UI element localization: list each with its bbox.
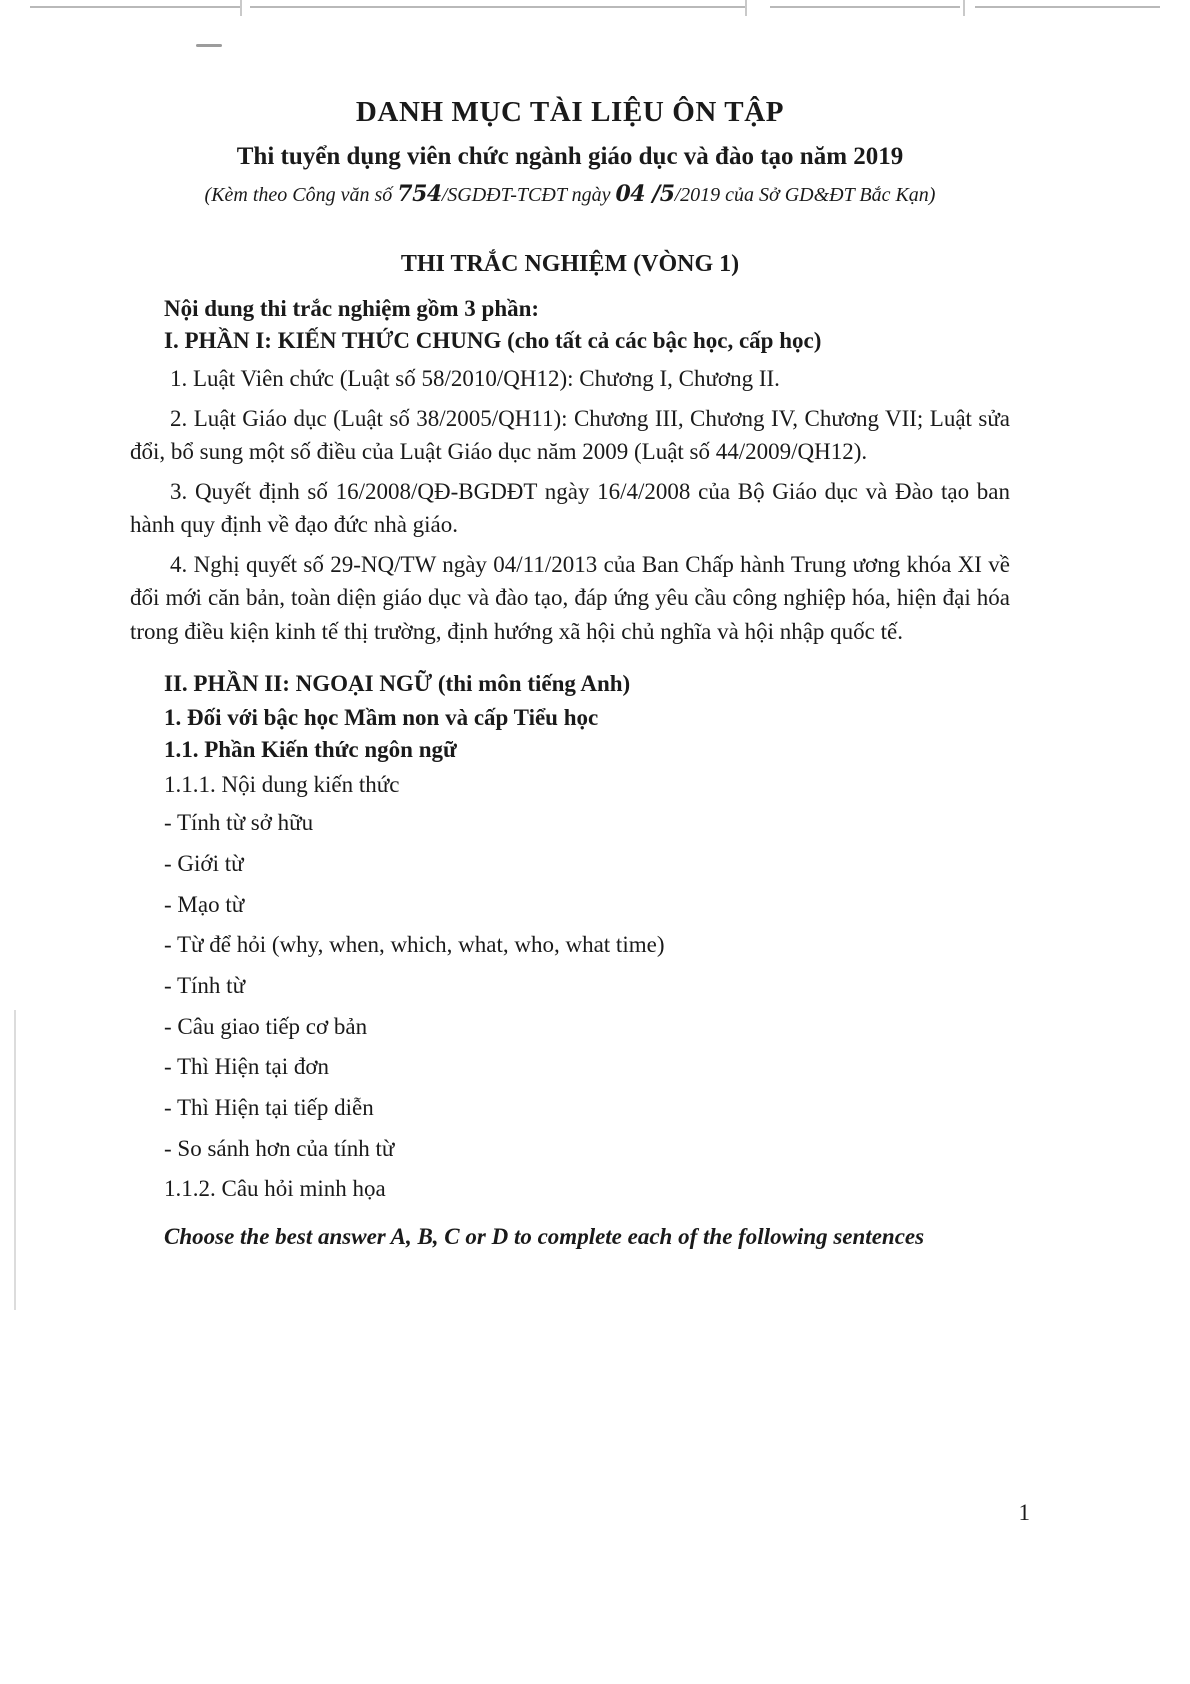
part-two-heading: II. PHẦN II: NGOẠI NGỮ (thi môn tiếng Anh) — [164, 670, 631, 696]
part-one-item: 2. Luật Giáo dục (Luật số 38/2005/QH11): Chương III, Chương IV, Chương VII; Luật sửa đổi, bổ sung một số điều của Luật Giáo dục năm 2009 (Luật số 44/2009/QH12). — [130, 405, 1010, 465]
document-body — [130, 96, 1010, 1253]
exam-content-lead: Nội dung thi trắc nghiệm gồm 3 phần: — [164, 296, 540, 321]
exam-instruction: Choose the best answer A, B, C or D to complete each of the following sentences — [164, 1223, 925, 1249]
scan-edge-artifacts — [0, 0, 1190, 22]
page-number: 1 — [1018, 1500, 1030, 1525]
list-item: - Mạo từ — [164, 891, 245, 917]
section-title-exam: THI TRẮC NGHIỆM (VÒNG 1) — [400, 251, 740, 277]
reference-middle: /SGDĐT-TCĐT ngày — [441, 184, 611, 206]
scan-line-segment — [250, 6, 745, 8]
part-one-item: 1. Luật Viên chức (Luật số 58/2010/QH12): Chương I, Chương II. — [170, 366, 780, 391]
page-title: DANH MỤC TÀI LIỆU ÔN TẬP — [355, 96, 785, 128]
reference-number-handwritten: 754 — [397, 181, 442, 207]
scan-line-segment — [30, 6, 240, 8]
part-two-level-heading: 1. Đối với bậc học Mầm non và cấp Tiểu học — [164, 704, 599, 730]
scan-line-segment — [770, 6, 960, 8]
spacer — [130, 655, 1010, 671]
scan-smudge — [196, 44, 222, 47]
reference-suffix: /2019 của Sở GD&ĐT Bắc Kạn) — [674, 184, 936, 206]
part-two-content-heading: 1.1.1. Nội dung kiến thức — [164, 771, 400, 797]
scan-tick-mark — [745, 0, 747, 16]
list-item: - Thì Hiện tại tiếp diễn — [164, 1094, 374, 1120]
part-one-item: 3. Quyết định số 16/2008/QĐ-BGDĐT ngày 16/4/2008 của Bộ Giáo dục và Đào tạo ban hành quy định về đạo đức nhà giáo. — [130, 478, 1010, 538]
scan-margin-mark — [14, 1010, 16, 1310]
part-two-sub-heading: 1.1. Phần Kiến thức ngôn ngữ — [164, 736, 457, 762]
list-item: - Tính từ — [164, 972, 246, 998]
document-reference — [130, 181, 1010, 207]
list-item: - So sánh hơn của tính từ — [164, 1135, 395, 1161]
scan-tick-mark — [240, 0, 242, 16]
list-item: - Thì Hiện tại đơn — [164, 1054, 330, 1080]
page-subtitle: Thi tuyển dụng viên chức ngành giáo dục và đào tạo năm 2019 — [236, 143, 904, 170]
list-item: - Giới từ — [164, 850, 244, 876]
list-item: - Từ để hỏi (why, when, which, what, who, what time) — [164, 932, 665, 958]
reference-prefix: (Kèm theo Công văn số — [204, 184, 393, 206]
reference-date-handwritten: 04 /5 — [615, 181, 675, 207]
list-item: - Câu giao tiếp cơ bản — [164, 1013, 368, 1039]
part-two-example-heading: 1.1.2. Câu hỏi minh họa — [164, 1176, 386, 1202]
list-item: - Tính từ sở hữu — [164, 810, 314, 836]
part-one-heading: I. PHẦN I: KIẾN THỨC CHUNG (cho tất cả các bậc học, cấp học) — [164, 328, 822, 353]
scan-line-segment — [975, 6, 1160, 8]
scan-tick-mark — [963, 0, 965, 16]
part-one-item: 4. Nghị quyết số 29-NQ/TW ngày 04/11/2013 của Ban Chấp hành Trung ương khóa XI về đổi mới căn bản, toàn diện giáo dục và đào tạo, đáp ứng yêu cầu công nghiệp hóa, hiện đại hóa trong điều kiện kinh tế thị trường, định hướng xã hội chủ nghĩa và hội nhập quốc tế. — [130, 551, 1010, 645]
